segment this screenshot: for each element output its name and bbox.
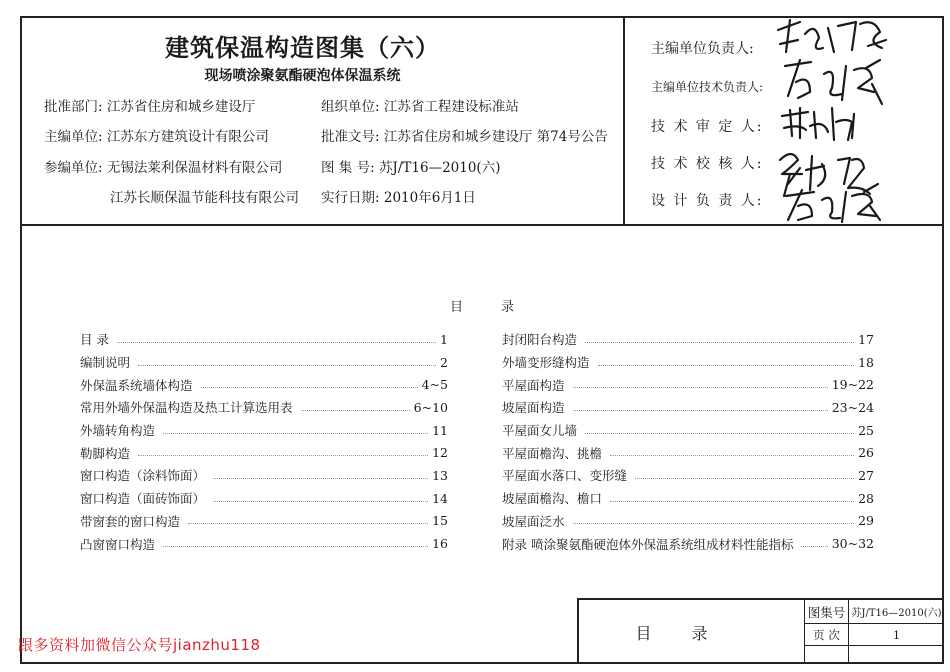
sign-label-designer: 设 计 负 责 人: <box>651 193 764 209</box>
title-block <box>577 598 944 664</box>
sign-label-chief-unit: 主编单位负责人: <box>651 41 754 57</box>
toc-item[interactable] <box>502 396 874 419</box>
toc-item-page: 15 <box>432 513 448 529</box>
toc-item-label: 窗口构造（面砖饰面） <box>80 489 209 507</box>
atlas-no-cell-label: 图集号 <box>805 600 849 624</box>
toc-item-page: 16 <box>432 536 448 552</box>
toc-item-label: 常用外墙外保温构造及热工计算选用表 <box>80 398 297 416</box>
signature-chief-unit <box>778 20 886 52</box>
toc-item[interactable] <box>80 351 448 374</box>
approval-dept-label: 批准部门: <box>44 99 103 115</box>
toc-item-label: 窗口构造（涂料饰面） <box>80 466 209 484</box>
signature-checker <box>780 154 870 196</box>
signature-tech-head <box>785 60 882 104</box>
toc-item-label: 外墙转角构造 <box>80 421 159 439</box>
toc-item[interactable] <box>80 396 448 419</box>
toc-item[interactable] <box>502 373 874 396</box>
leader-dots <box>163 433 428 434</box>
toc-item-page: 29 <box>858 513 874 529</box>
toc-item-page: 26 <box>858 445 874 461</box>
title-block-name: 目录 <box>579 600 805 664</box>
toc-item[interactable] <box>80 373 448 396</box>
leader-dots <box>585 342 854 343</box>
toc-item-page: 6~10 <box>413 399 448 415</box>
sign-label-tech-head: 主编单位技术负责人: <box>651 80 764 94</box>
toc-item[interactable] <box>502 487 874 510</box>
toc-item[interactable] <box>80 441 448 464</box>
leader-dots <box>610 455 854 456</box>
leader-dots <box>138 365 436 366</box>
sign-label-reviewer: 技 术 审 定 人: <box>651 119 764 135</box>
toc-item-page: 19~22 <box>831 377 874 393</box>
organizer-label: 组织单位: <box>321 99 380 115</box>
toc-item-page: 17 <box>858 331 874 347</box>
organizer-value: 江苏省工程建设标准站 <box>383 99 519 115</box>
co-unit-label: 参编单位: <box>44 160 103 176</box>
toc-item-label: 编制说明 <box>80 353 134 371</box>
title-block-grid <box>805 600 944 664</box>
toc-item-label: 外墙变形缝构造 <box>502 353 594 371</box>
toc-item-label: 平屋面水落口、变形缝 <box>502 466 631 484</box>
toc-item[interactable] <box>502 441 874 464</box>
toc-item[interactable] <box>502 419 874 442</box>
toc-item-page: 13 <box>432 467 448 483</box>
approval-dept-value: 江苏省住房和城乡建设厅 <box>106 99 256 115</box>
toc-item-label: 平屋面檐沟、挑檐 <box>502 444 606 462</box>
leader-dots <box>610 501 854 502</box>
toc-item-label: 勒脚构造 <box>80 444 134 462</box>
leader-dots <box>213 478 428 479</box>
toc-item-page: 30~32 <box>831 536 874 552</box>
toc-item-page: 14 <box>432 490 448 506</box>
toc-item-page: 2 <box>440 354 448 370</box>
toc-item-page: 4~5 <box>421 377 448 393</box>
leader-dots <box>201 387 418 388</box>
toc-item[interactable] <box>502 464 874 487</box>
watermark-text: 跟多资料加微信公众号jianzhu118 <box>18 636 261 654</box>
toc-item[interactable] <box>80 464 448 487</box>
effective-date-label: 实行日期: <box>321 190 380 206</box>
toc-item-label: 平屋面女儿墙 <box>502 421 581 439</box>
leader-dots <box>585 433 854 434</box>
page-cell-label: 页 次 <box>805 624 849 646</box>
toc-item-label: 坡屋面构造 <box>502 398 569 416</box>
leader-dots <box>188 523 428 524</box>
toc-item[interactable] <box>80 532 448 555</box>
signature-designer <box>786 184 880 222</box>
leader-dots <box>573 387 828 388</box>
leader-dots <box>573 410 828 411</box>
toc-item-label: 坡屋面泛水 <box>502 512 569 530</box>
leader-dots <box>301 410 410 411</box>
toc-item[interactable] <box>502 351 874 374</box>
atlas-no-label: 图 集 号: <box>321 160 375 176</box>
toc-item-page: 1 <box>440 331 448 347</box>
leader-dots <box>635 478 854 479</box>
handwritten-signatures <box>0 0 950 230</box>
toc-item-page: 12 <box>432 445 448 461</box>
leader-dots <box>213 501 428 502</box>
toc-item[interactable] <box>80 328 448 351</box>
leader-dots <box>117 342 436 343</box>
toc-item[interactable] <box>80 419 448 442</box>
leader-dots <box>138 455 428 456</box>
toc-item-page: 28 <box>858 490 874 506</box>
toc-item-label: 附录 喷涂聚氨酯硬泡体外保温系统组成材料性能指标 <box>502 535 797 553</box>
toc-item-page: 11 <box>432 422 448 438</box>
atlas-no-cell-value: 苏J/T16—2010(六) <box>849 600 944 624</box>
toc-item-page: 25 <box>858 422 874 438</box>
toc-item-label: 坡屋面檐沟、檐口 <box>502 489 606 507</box>
co-unit-value-2: 江苏长顺保温节能科技有限公司 <box>110 190 299 206</box>
toc-item-label: 凸窗窗口构造 <box>80 535 159 553</box>
leader-dots <box>573 523 855 524</box>
toc-left-column <box>80 328 448 555</box>
toc-item-page: 18 <box>858 354 874 370</box>
toc-item-label: 封闭阳台构造 <box>502 330 581 348</box>
toc-item[interactable] <box>502 510 874 533</box>
toc-item-label: 平屋面构造 <box>502 376 569 394</box>
effective-date-value: 2010年6月1日 <box>383 190 476 206</box>
approval-doc-value: 江苏省住房和城乡建设厅 第74号公告 <box>383 129 608 145</box>
toc-item-page: 23~24 <box>831 399 874 415</box>
blank-cell <box>805 646 849 664</box>
leader-dots <box>163 546 428 547</box>
chief-unit-value: 江苏东方建筑设计有限公司 <box>106 129 269 145</box>
toc-right-column <box>502 328 874 555</box>
leader-dots <box>598 365 855 366</box>
toc-item-label: 带窗套的窗口构造 <box>80 512 184 530</box>
toc-item[interactable] <box>80 510 448 533</box>
signature-reviewer <box>782 108 854 140</box>
atlas-subtitle: 现场喷涂聚氨酯硬泡体保温系统 <box>204 68 401 84</box>
page-cell-value: 1 <box>849 624 944 646</box>
toc-item[interactable] <box>502 328 874 351</box>
chief-unit-label: 主编单位: <box>44 129 103 145</box>
toc-item[interactable] <box>502 532 874 555</box>
toc-item-label: 外保温系统墙体构造 <box>80 376 197 394</box>
toc-title: 目录 <box>450 300 553 315</box>
co-unit-value-1: 无锡法莱利保温材料有限公司 <box>106 160 283 176</box>
leader-dots <box>801 546 827 547</box>
toc-item-label: 目 录 <box>80 330 113 348</box>
toc-item-page: 27 <box>858 467 874 483</box>
approval-doc-label: 批准文号: <box>321 129 380 145</box>
atlas-title: 建筑保温构造图集（六） <box>165 34 440 62</box>
toc-item[interactable] <box>80 487 448 510</box>
sign-label-checker: 技 术 校 核 人: <box>651 156 764 172</box>
atlas-no-value: 苏J/T16—2010(六) <box>378 160 501 176</box>
